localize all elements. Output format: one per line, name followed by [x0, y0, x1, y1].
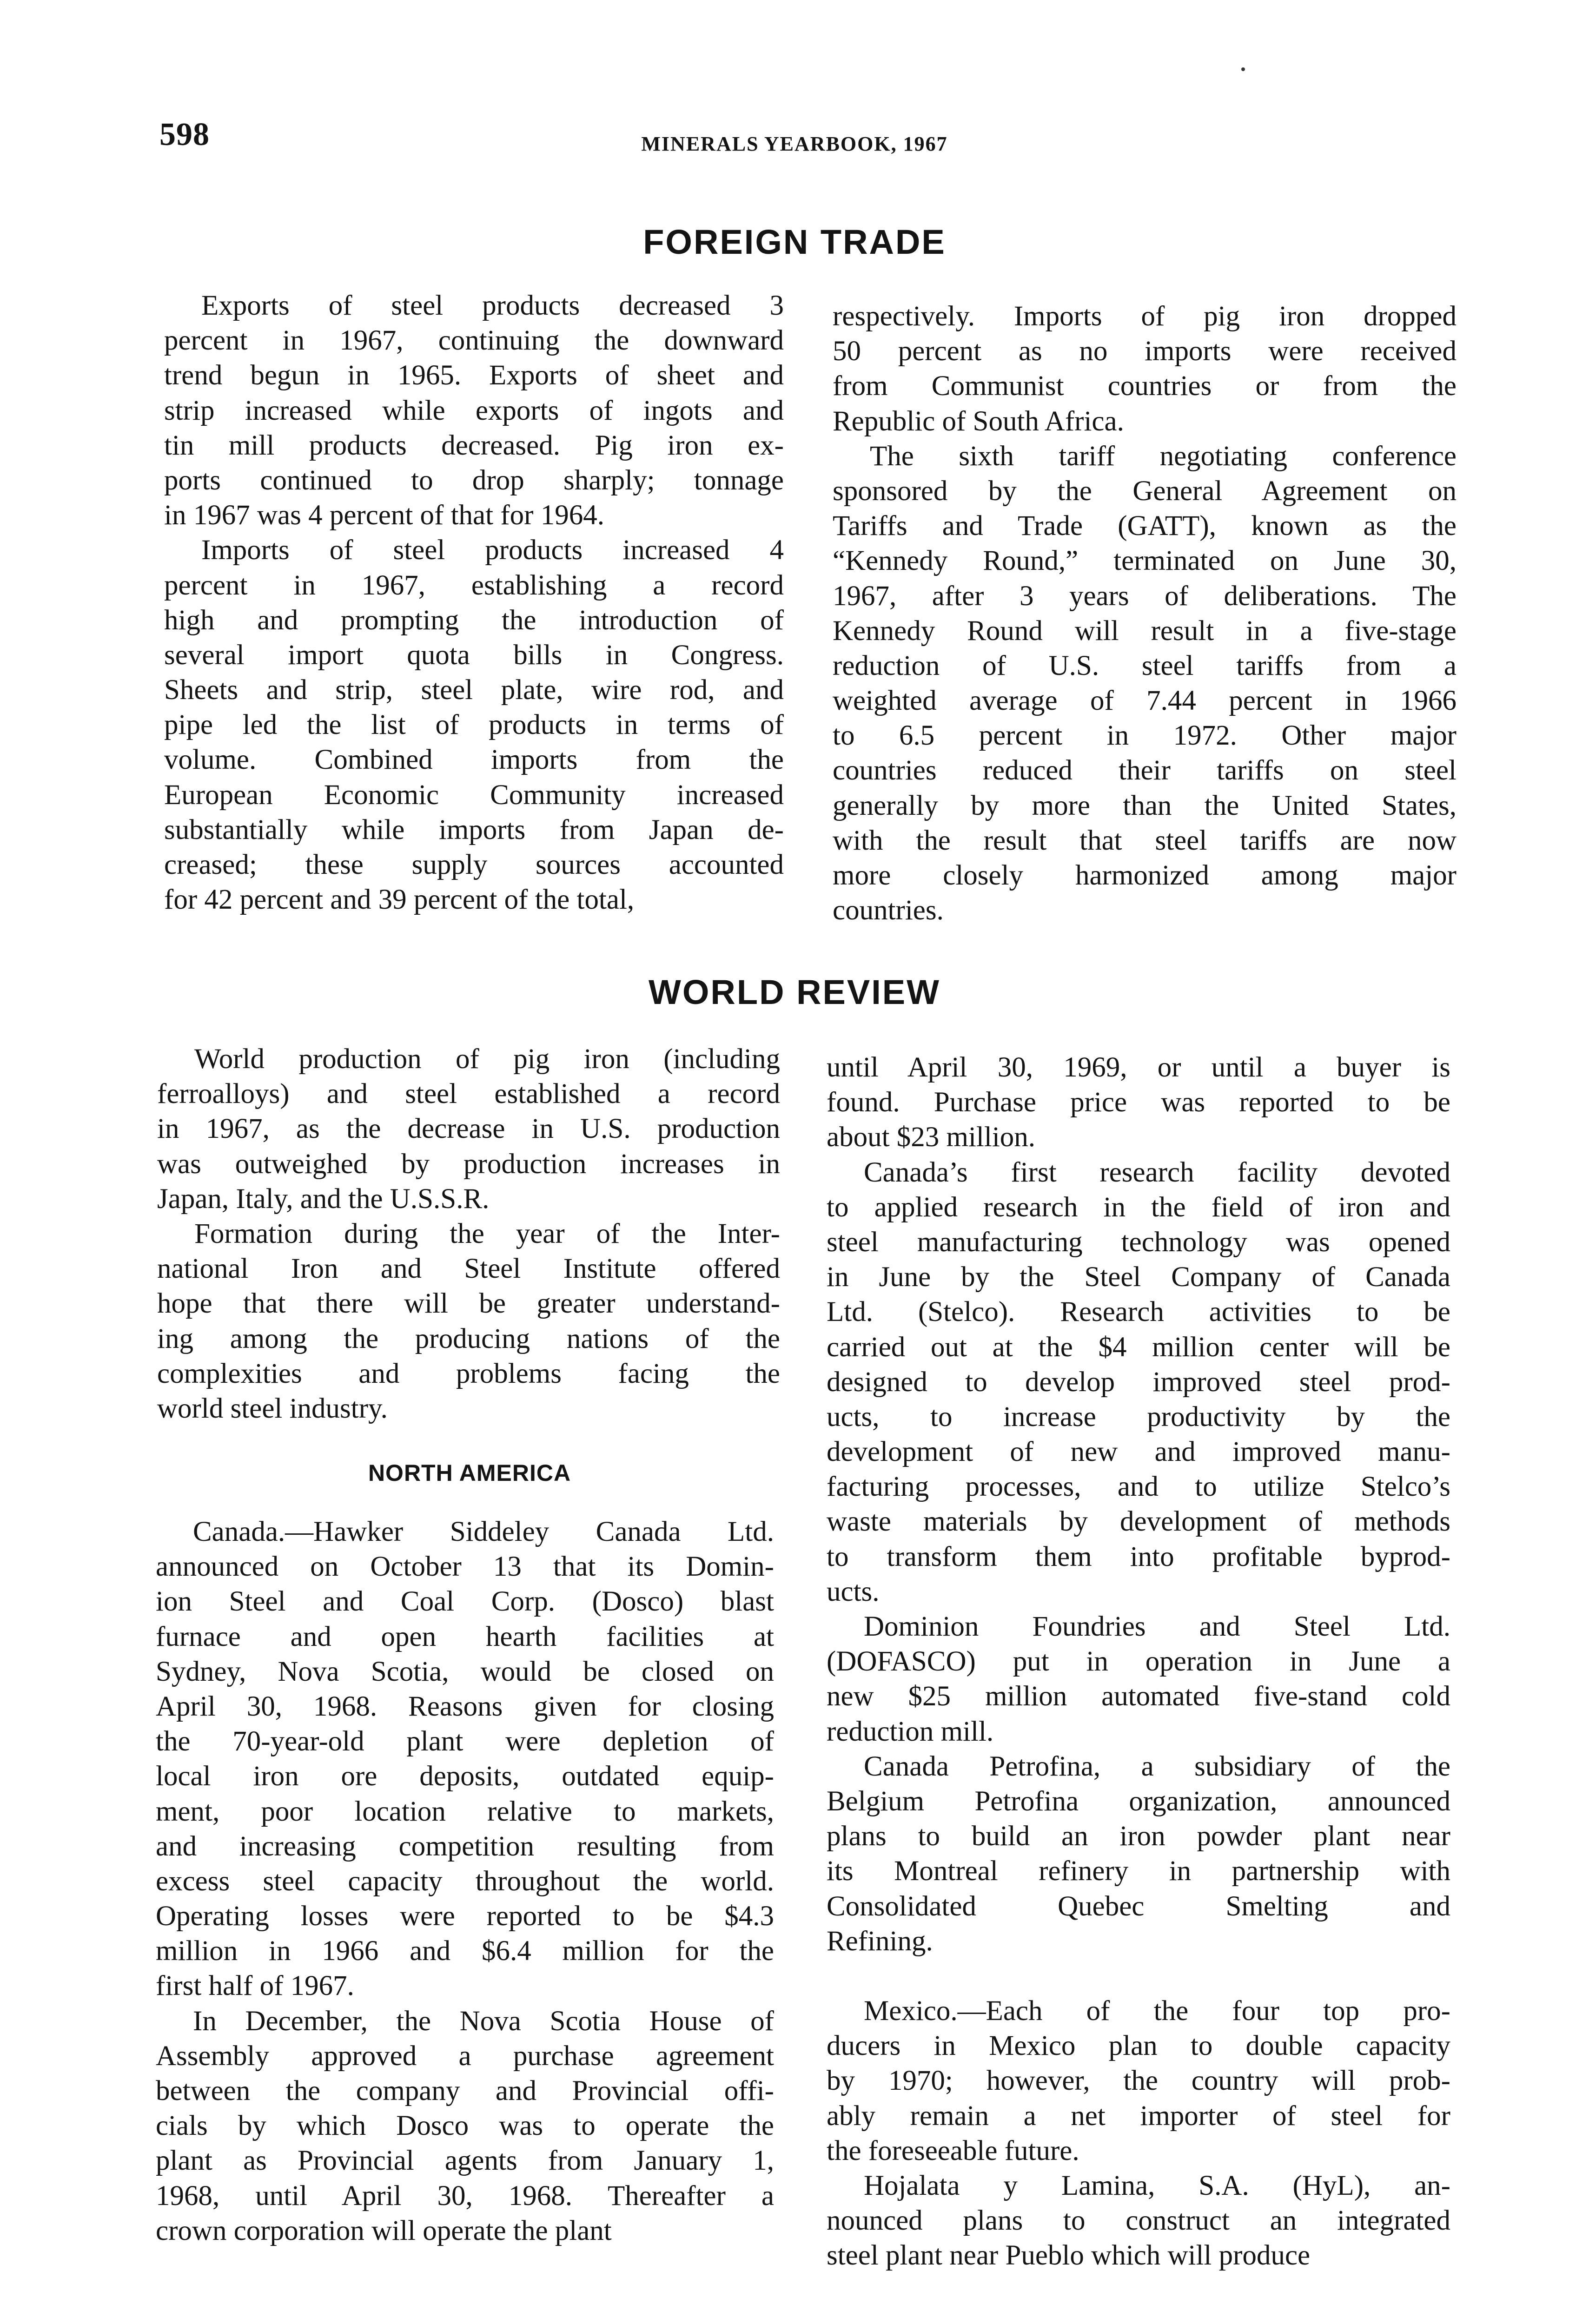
text-line: 1967, after 3 years of deliberations. The [833, 580, 1457, 612]
text-line: steel plant near Pueblo which will produce [827, 2240, 1311, 2271]
text-line: national Iron and Steel Institute offered [157, 1253, 780, 1285]
text-line: between the company and Provincial offi- [156, 2075, 774, 2106]
text-line: hope that there will be greater understand- [157, 1288, 780, 1320]
text-line: to 6.5 percent in 1972. Other major [833, 720, 1457, 752]
text-line: Canada’s first research facility devoted [864, 1156, 1450, 1188]
text-line: until April 30, 1969, or until a buyer is [827, 1052, 1450, 1083]
text-line: and increasing competition resulting from [156, 1830, 774, 1862]
foreign-trade-left-column [164, 288, 784, 917]
text-line: Mexico.—Each of the four top pro- [864, 1995, 1450, 2027]
text-line: sponsored by the General Agreement on [833, 475, 1457, 507]
page-number: 598 [159, 117, 210, 152]
text-line: ing among the producing nations of the [157, 1323, 780, 1354]
text-line: “Kennedy Round,” terminated on June 30, [833, 545, 1457, 577]
text-line: percent in 1967, establishing a record [164, 569, 784, 601]
text-line: pipe led the list of products in terms of [164, 709, 784, 741]
text-line: plant as Provincial agents from January 1, [156, 2145, 774, 2177]
text-line: facturing processes, and to utilize Stelco’s [827, 1471, 1450, 1503]
text-line: designed to develop improved steel prod- [827, 1366, 1450, 1398]
text-line: Canada Petrofina, a subsidiary of the [864, 1750, 1450, 1782]
foreign-trade-right-column [833, 299, 1457, 928]
text-line: was outweighed by production increases in [157, 1148, 780, 1180]
text-line: European Economic Community increased [164, 779, 784, 811]
text-line: Kennedy Round will result in a five-stage [833, 615, 1457, 647]
text-line: Sheets and strip, steel plate, wire rod, and [164, 674, 784, 706]
text-line: steel manufacturing technology was opened [827, 1226, 1450, 1258]
world-review-right-column [827, 1050, 1450, 2273]
text-line: more closely harmonized among major [833, 860, 1457, 891]
text-line: (DOFASCO) put in operation in June a [827, 1646, 1450, 1677]
text-line: new $25 million automated five-stand cold [827, 1681, 1450, 1712]
text-line: crown corporation will operate the plant [156, 2215, 612, 2246]
text-line: found. Purchase price was reported to be [827, 1087, 1450, 1118]
text-line: Operating losses were reported to be $4.3 [156, 1901, 774, 1932]
text-line: ucts, to increase productivity by the [827, 1401, 1450, 1433]
text-line: Belgium Petrofina organization, announced [827, 1785, 1450, 1817]
text-line: million in 1966 and $6.4 million for the [156, 1935, 774, 1967]
text-line: respectively. Imports of pig iron dropped [833, 301, 1457, 332]
text-line: Imports of steel products increased 4 [201, 535, 784, 566]
text-line: The sixth tariff negotiating conference [870, 440, 1457, 472]
text-line: to applied research in the field of iron and [827, 1191, 1450, 1223]
text-line: nounced plans to construct an integrated [827, 2205, 1450, 2237]
text-line: Exports of steel products decreased 3 [201, 290, 784, 321]
text-line: the foreseeable future. [827, 2135, 1079, 2166]
text-line: substantially while imports from Japan de- [164, 814, 784, 845]
text-line: World production of pig iron (including [194, 1043, 780, 1075]
text-line: ment, poor location relative to markets, [156, 1796, 774, 1827]
text-line: tin mill products decreased. Pig iron ex- [164, 429, 784, 461]
text-line: carried out at the $4 million center will be [827, 1331, 1450, 1363]
text-line: Assembly approved a purchase agreement [156, 2040, 774, 2072]
text-line: with the result that steel tariffs are now [833, 825, 1457, 856]
text-line: the 70-year-old plant were depletion of [156, 1726, 774, 1757]
text-line: about $23 million. [827, 1122, 1036, 1153]
text-line: strip increased while exports of ingots and [164, 395, 784, 426]
text-line: reduction of U.S. steel tariffs from a [833, 650, 1457, 681]
text-line: 50 percent as no imports were received [833, 336, 1457, 367]
text-line: reduction mill. [827, 1716, 994, 1747]
text-line: local iron ore deposits, outdated equip- [156, 1761, 774, 1792]
text-line: creased; these supply sources accounted [164, 849, 784, 880]
north-america-heading: NORTH AMERICA [368, 1460, 571, 1486]
text-line: percent in 1967, continuing the downward [164, 325, 784, 357]
text-line: ucts. [827, 1576, 880, 1607]
text-line: April 30, 1968. Reasons given for closing [156, 1690, 774, 1722]
paragraph-spacer [827, 1959, 1450, 1994]
text-line: to transform them into profitable byprod- [827, 1541, 1450, 1572]
text-line: world steel industry. [157, 1393, 388, 1424]
text-line: Hojalata y Lamina, S.A. (HyL), an- [864, 2170, 1450, 2201]
text-line: excess steel capacity throughout the world. [156, 1865, 774, 1897]
text-line: countries. [833, 895, 944, 926]
text-line: Refining. [827, 1925, 933, 1957]
running-title: MINERALS YEARBOOK, 1967 [641, 132, 948, 155]
text-line: In December, the Nova Scotia House of [193, 2005, 774, 2037]
text-line: announced on October 13 that its Domin- [156, 1551, 774, 1583]
text-line: complexities and problems facing the [157, 1358, 780, 1389]
text-line: furnace and open hearth facilities at [156, 1621, 774, 1652]
text-line: 1968, until April 30, 1968. Thereafter a [156, 2180, 774, 2212]
text-line: by 1970; however, the country will prob- [827, 2065, 1450, 2097]
text-line: countries reduced their tariffs on steel [833, 755, 1457, 786]
text-line: ion Steel and Coal Corp. (Dosco) blast [156, 1586, 774, 1618]
text-line: Japan, Italy, and the U.S.S.R. [157, 1183, 490, 1215]
text-line: ports continued to drop sharply; tonnage [164, 464, 784, 496]
text-line: waste materials by development of methods [827, 1506, 1450, 1538]
text-line: first half of 1967. [156, 1970, 354, 2002]
text-line: weighted average of 7.44 percent in 1966 [833, 685, 1457, 717]
text-line: development of new and improved manu- [827, 1436, 1450, 1468]
text-line: Tariffs and Trade (GATT), known as the [833, 510, 1457, 542]
text-line: from Communist countries or from the [833, 370, 1457, 402]
text-line: in 1967 was 4 percent of that for 1964. [164, 500, 604, 531]
text-line: in June by the Steel Company of Canada [827, 1261, 1450, 1293]
text-line: Consolidated Quebec Smelting and [827, 1890, 1450, 1922]
world-review-heading: WORLD REVIEW [649, 973, 940, 1011]
world-review-left-intro [157, 1042, 780, 1426]
north-america-column [156, 1514, 774, 2248]
text-line: volume. Combined imports from the [164, 744, 784, 776]
text-line: ferroalloys) and steel established a record [157, 1078, 780, 1110]
text-line: ducers in Mexico plan to double capacity [827, 2030, 1450, 2062]
foreign-trade-heading: FOREIGN TRADE [643, 223, 946, 261]
text-line: in 1967, as the decrease in U.S. production [157, 1113, 780, 1145]
stray-mark [1241, 67, 1245, 71]
text-line: several import quota bills in Congress. [164, 639, 784, 671]
text-line: generally by more than the United States, [833, 790, 1457, 821]
text-line: plans to build an iron powder plant near [827, 1821, 1450, 1852]
text-line: for 42 percent and 39 percent of the total, [164, 884, 635, 916]
text-line: high and prompting the introduction of [164, 604, 784, 636]
text-line: ably remain a net importer of steel for [827, 2100, 1450, 2132]
text-line: Ltd. (Stelco). Research activities to be [827, 1296, 1450, 1328]
text-line: Dominion Foundries and Steel Ltd. [864, 1611, 1450, 1642]
text-line: Sydney, Nova Scotia, would be closed on [156, 1656, 774, 1687]
text-line: Republic of South Africa. [833, 405, 1124, 437]
text-line: Canada.—Hawker Siddeley Canada Ltd. [193, 1516, 774, 1547]
text-line: its Montreal refinery in partnership with [827, 1855, 1450, 1887]
text-line: Formation during the year of the Inter- [194, 1218, 780, 1249]
text-line: trend begun in 1965. Exports of sheet and [164, 360, 784, 391]
text-line: cials by which Dosco was to operate the [156, 2110, 774, 2142]
